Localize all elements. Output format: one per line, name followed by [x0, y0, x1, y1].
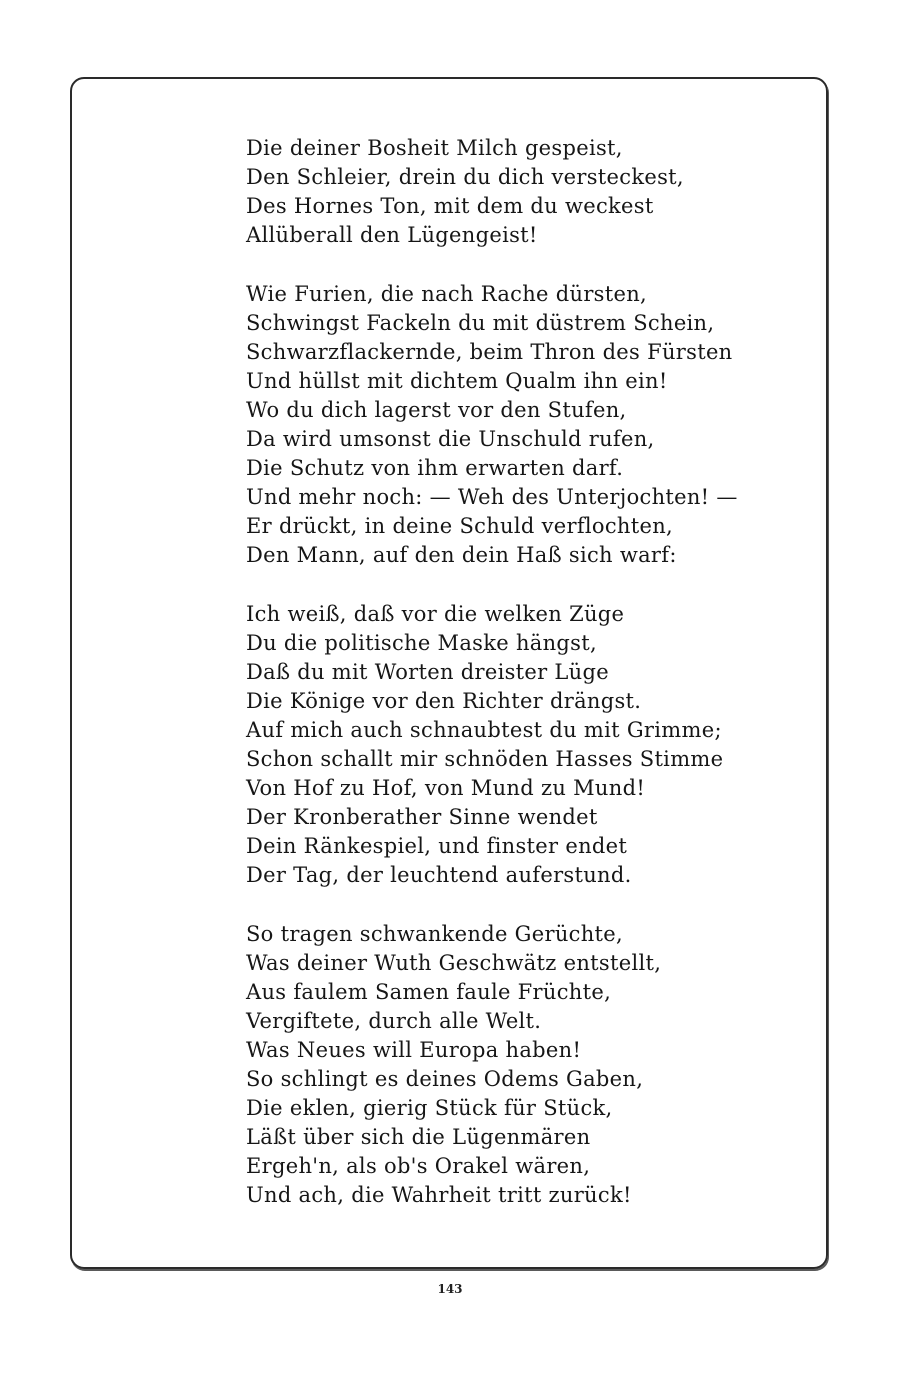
verse-line: Und hüllst mit dichtem Qualm ihn ein! — [246, 369, 668, 393]
verse-line: Des Hornes Ton, mit dem du weckest — [246, 194, 654, 218]
verse-line: Läßt über sich die Lügenmären — [246, 1125, 591, 1149]
poem-text — [246, 134, 746, 1240]
verse-line: Du die politische Maske hängst, — [246, 631, 597, 655]
verse-line: Wo du dich lagerst vor den Stufen, — [246, 398, 627, 422]
verse-line: Die deiner Bosheit Milch gespeist, — [246, 136, 623, 160]
verse-line: Allüberall den Lügengeist! — [246, 223, 538, 247]
verse-line: Die Könige vor den Richter drängst. — [246, 689, 642, 713]
verse-line: Was Neues will Europa haben! — [246, 1038, 582, 1062]
verse-line: Und ach, die Wahrheit tritt zurück! — [246, 1183, 632, 1207]
verse-line: Den Schleier, drein du dich versteckest, — [246, 165, 684, 189]
verse-line: Vergiftete, durch alle Welt. — [246, 1009, 542, 1033]
page-number: 143 — [437, 1282, 463, 1296]
verse-line: Die Schutz von ihm erwarten darf. — [246, 456, 624, 480]
verse-line: Daß du mit Worten dreister Lüge — [246, 660, 609, 684]
verse-line: Die eklen, gierig Stück für Stück, — [246, 1096, 613, 1120]
verse-line: Der Kronberather Sinne wendet — [246, 805, 598, 829]
verse-line: Er drückt, in deine Schuld verflochten, — [246, 514, 674, 538]
verse-line: Auf mich auch schnaubtest du mit Grimme; — [246, 718, 722, 742]
verse-line: Den Mann, auf den dein Haß sich warf: — [246, 543, 677, 567]
verse-line: So schlingt es deines Odems Gaben, — [246, 1067, 644, 1091]
verse-line: So tragen schwankende Gerüchte, — [246, 922, 623, 946]
verse-line: Dein Ränkespiel, und finster endet — [246, 834, 628, 858]
verse-line: Von Hof zu Hof, von Mund zu Mund! — [246, 776, 646, 800]
verse-line: Und mehr noch: — Weh des Unterjochten! — — [246, 485, 738, 509]
verse-line: Ich weiß, daß vor die welken Züge — [246, 602, 625, 626]
verse-line: Wie Furien, die nach Rache dürsten, — [246, 282, 648, 306]
verse-line: Da wird umsonst die Unschuld rufen, — [246, 427, 655, 451]
verse-line: Der Tag, der leuchtend auferstund. — [246, 863, 632, 887]
stanza-1 — [246, 134, 746, 250]
stanza-3 — [246, 600, 746, 890]
verse-line: Schon schallt mir schnöden Hasses Stimme — [246, 747, 724, 771]
stanza-2 — [246, 280, 746, 570]
stanza-4 — [246, 920, 746, 1210]
verse-line: Aus faulem Samen faule Früchte, — [246, 980, 612, 1004]
verse-line: Was deiner Wuth Geschwätz entstellt, — [246, 951, 662, 975]
verse-line: Ergeh'n, als ob's Orakel wären, — [246, 1154, 591, 1178]
verse-line: Schwingst Fackeln du mit düstrem Schein, — [246, 311, 715, 335]
verse-line: Schwarzflackernde, beim Thron des Fürsten — [246, 340, 733, 364]
